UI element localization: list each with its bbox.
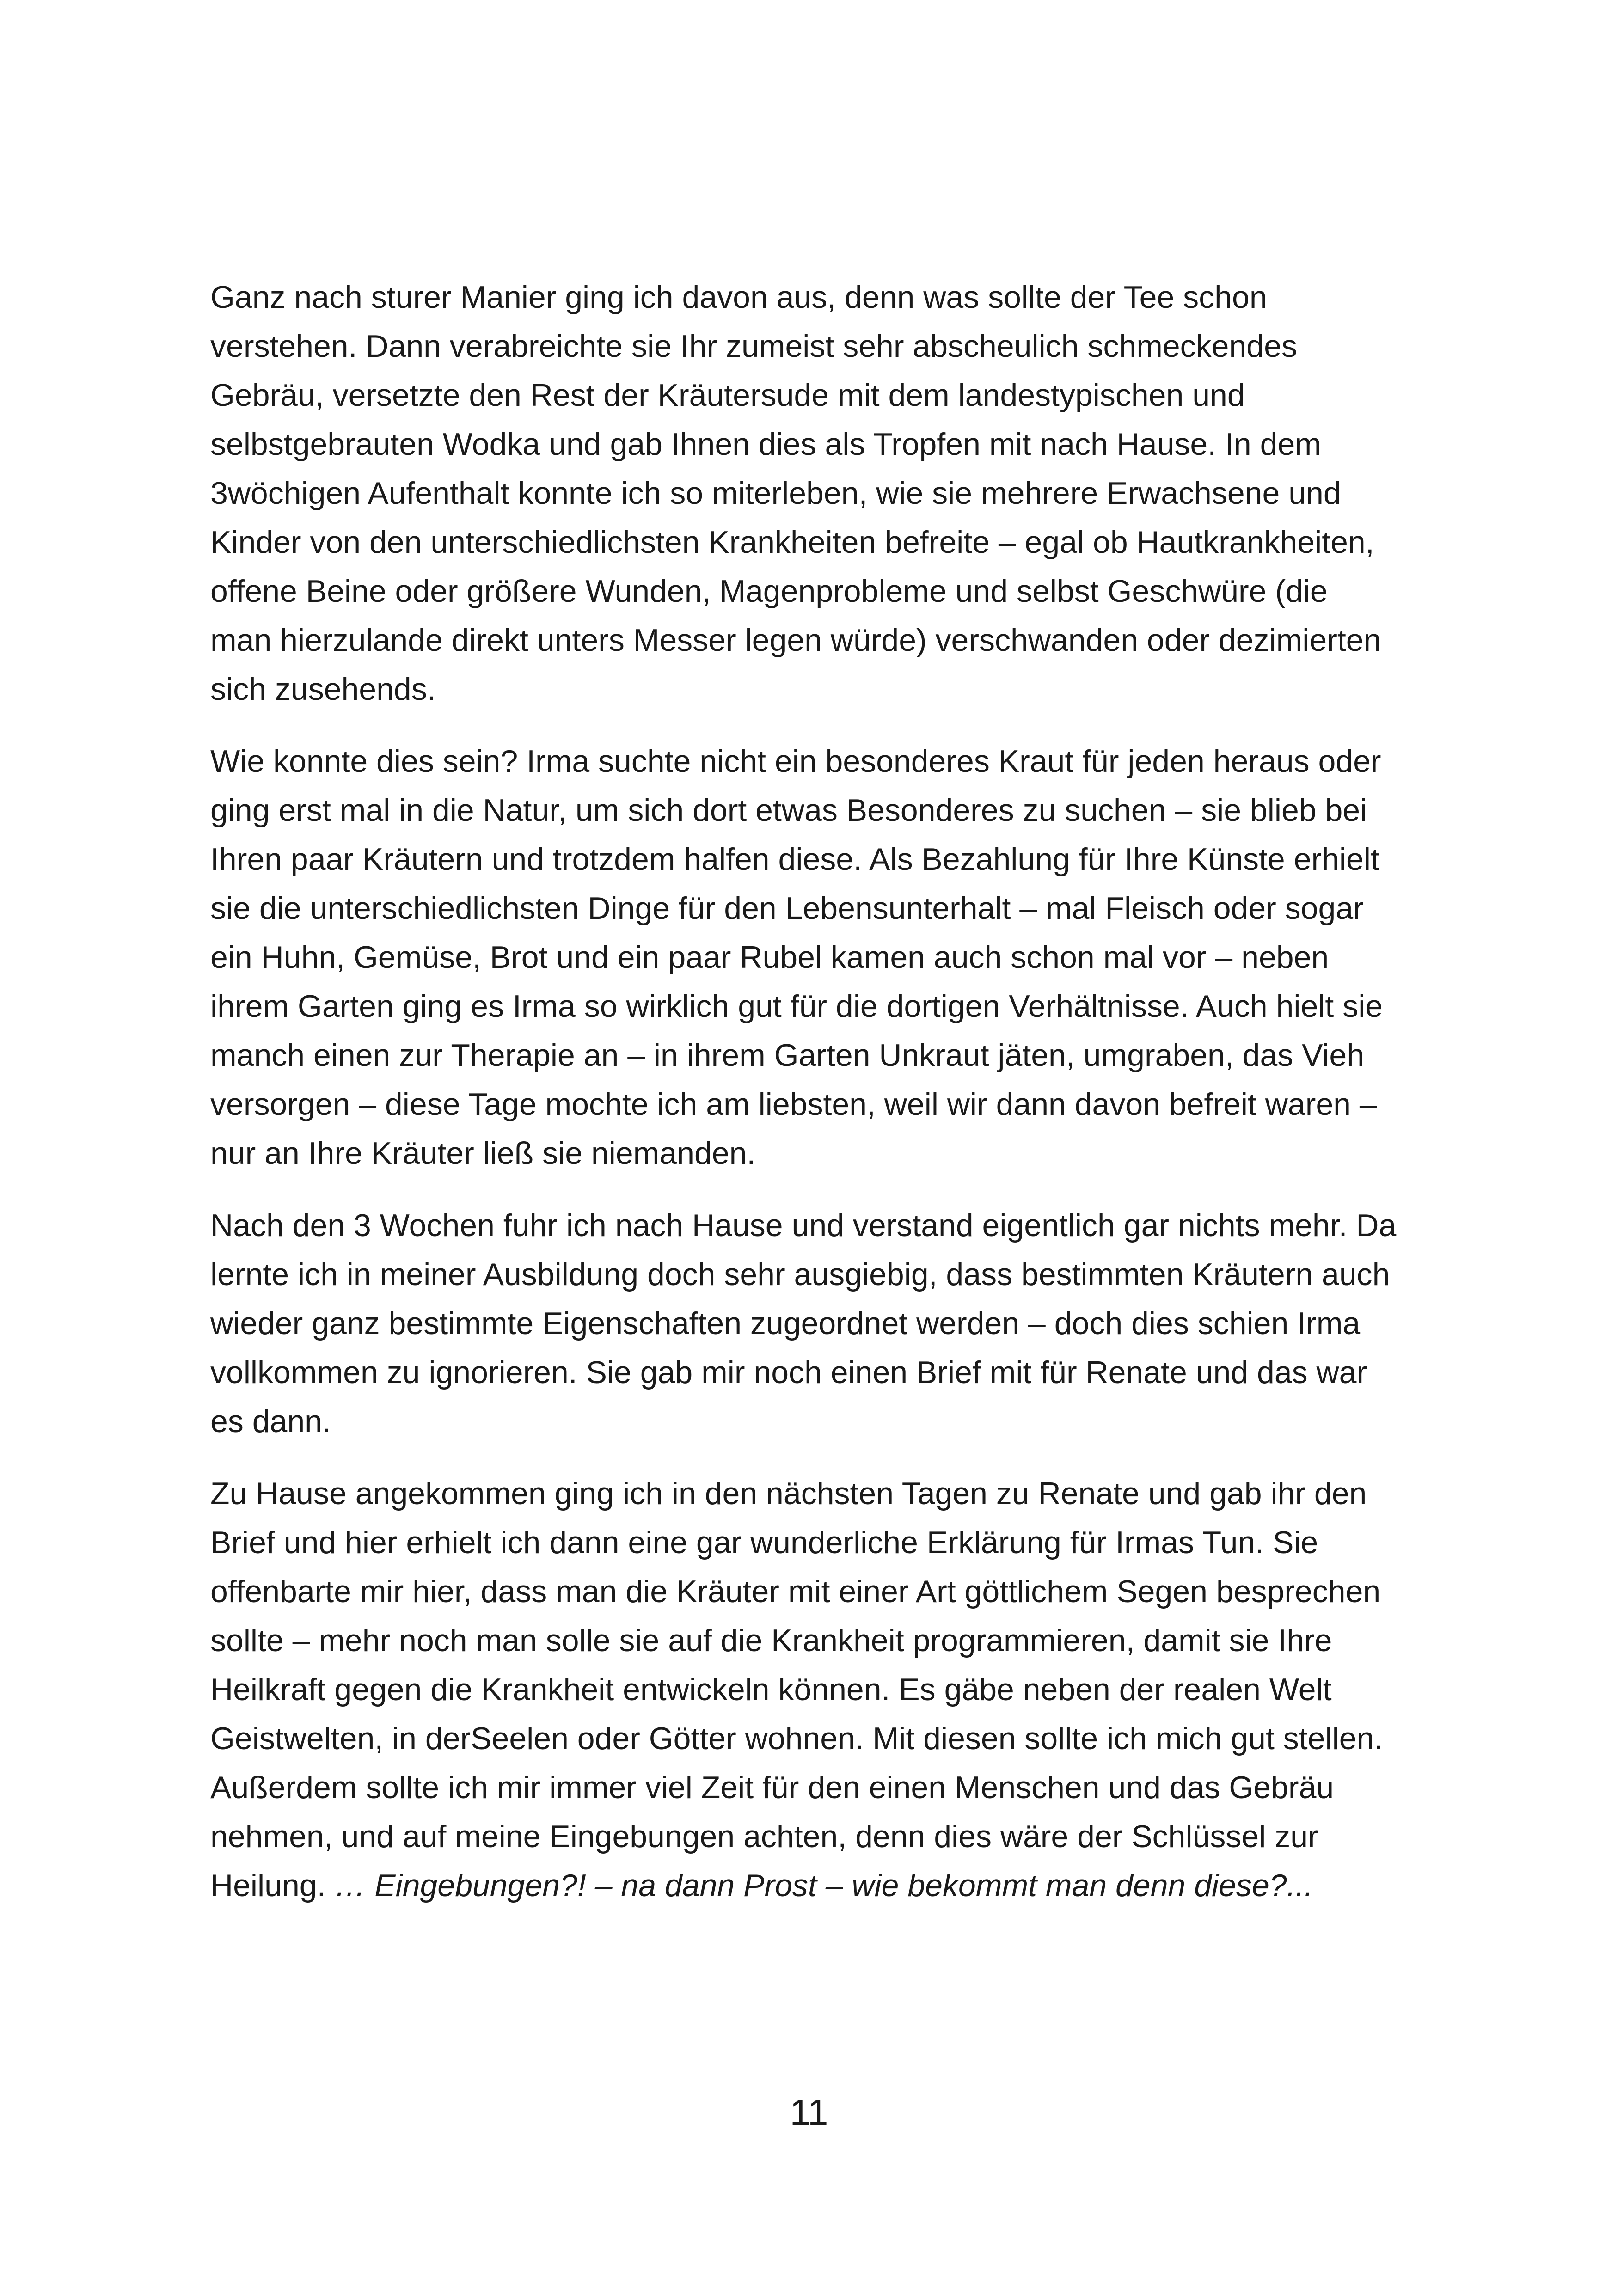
- text-line: Zu Hause angekommen ging ich in den nächsten Tagen zu Renate und gab ihr den: [210, 1476, 1367, 1511]
- text-line: Ganz nach sturer Manier ging ich davon aus, denn was sollte der Tee schon: [210, 280, 1267, 315]
- paragraph-3: [210, 1201, 1426, 1446]
- text-line: ging erst mal in die Natur, um sich dort etwas Besonderes zu suchen – sie blieb bei: [210, 793, 1367, 828]
- text-line: man hierzulande direkt unters Messer legen würde) verschwanden oder dezimierten: [210, 623, 1381, 658]
- text-line: Nach den 3 Wochen fuhr ich nach Hause und verstand eigentlich gar nichts mehr. Da: [210, 1208, 1397, 1243]
- text-line: selbstgebrauten Wodka und gab Ihnen dies als Tropfen mit nach Hause. In dem: [210, 427, 1321, 462]
- body-text: [210, 273, 1426, 1933]
- text-line: verstehen. Dann verabreichte sie Ihr zumeist sehr abscheulich schmeckendes: [210, 329, 1297, 364]
- final-line-italic: … Eingebungen?! – na dann Prost – wie bekommt man denn diese?...: [334, 1868, 1313, 1903]
- text-line: Brief und hier erhielt ich dann eine gar wunderliche Erklärung für Irmas Tun. Sie: [210, 1525, 1318, 1560]
- text-line: 3wöchigen Aufenthalt konnte ich so miterleben, wie sie mehrere Erwachsene und: [210, 476, 1341, 511]
- text-line: wieder ganz bestimmte Eigenschaften zugeordnet werden – doch dies schien Irma: [210, 1306, 1361, 1341]
- final-line-regular: Heilung.: [210, 1868, 335, 1903]
- text-line: ein Huhn, Gemüse, Brot und ein paar Rubel kamen auch schon mal vor – neben: [210, 940, 1329, 975]
- text-line: offene Beine oder größere Wunden, Magenprobleme und selbst Geschwüre (die: [210, 574, 1328, 609]
- text-line: manch einen zur Therapie an – in ihrem Garten Unkraut jäten, umgraben, das Vieh: [210, 1038, 1365, 1073]
- text-line: ihrem Garten ging es Irma so wirklich gut für die dortigen Verhältnisse. Auch hielt sie: [210, 989, 1383, 1024]
- text-line: vollkommen zu ignorieren. Sie gab mir noch einen Brief mit für Renate und das war: [210, 1355, 1367, 1390]
- text-line: Außerdem sollte ich mir immer viel Zeit für den einen Menschen und das Gebräu: [210, 1770, 1334, 1805]
- text-line: Gebräu, versetzte den Rest der Kräutersude mit dem landestypischen und: [210, 378, 1245, 413]
- text-line: sollte – mehr noch man solle sie auf die Krankheit programmieren, damit sie Ihre: [210, 1623, 1332, 1658]
- page-number: 11: [790, 2092, 828, 2133]
- text-line: Kinder von den unterschiedlichsten Krankheiten befreite – egal ob Hautkrankheiten,: [210, 525, 1374, 560]
- text-line: Heilkraft gegen die Krankheit entwickeln können. Es gäbe neben der realen Welt: [210, 1672, 1332, 1707]
- text-line: offenbarte mir hier, dass man die Kräuter mit einer Art göttlichem Segen besprechen: [210, 1574, 1381, 1609]
- paragraph-4: [210, 1469, 1426, 1910]
- text-line-final: [210, 1861, 1426, 1910]
- paragraph-1: [210, 273, 1426, 714]
- text-line: es dann.: [210, 1404, 331, 1439]
- text-line: nur an Ihre Kräuter ließ sie niemanden.: [210, 1136, 756, 1171]
- text-line: lernte ich in meiner Ausbildung doch sehr ausgiebig, dass bestimmten Kräutern auch: [210, 1257, 1390, 1292]
- text-line: nehmen, und auf meine Eingebungen achten, denn dies wäre der Schlüssel zur: [210, 1819, 1318, 1854]
- text-line: sie die unterschiedlichsten Dinge für den Lebensunterhalt – mal Fleisch oder sogar: [210, 891, 1364, 926]
- text-line: versorgen – diese Tage mochte ich am liebsten, weil wir dann davon befreit waren –: [210, 1087, 1377, 1122]
- paragraph-2: [210, 737, 1426, 1178]
- text-line: Ihren paar Kräutern und trotzdem halfen diese. Als Bezahlung für Ihre Künste erhielt: [210, 842, 1379, 877]
- text-line: sich zusehends.: [210, 672, 436, 707]
- text-line: Geistwelten, in derSeelen oder Götter wohnen. Mit diesen sollte ich mich gut stellen.: [210, 1721, 1383, 1756]
- text-line: Wie konnte dies sein? Irma suchte nicht ein besonderes Kraut für jeden heraus oder: [210, 744, 1381, 779]
